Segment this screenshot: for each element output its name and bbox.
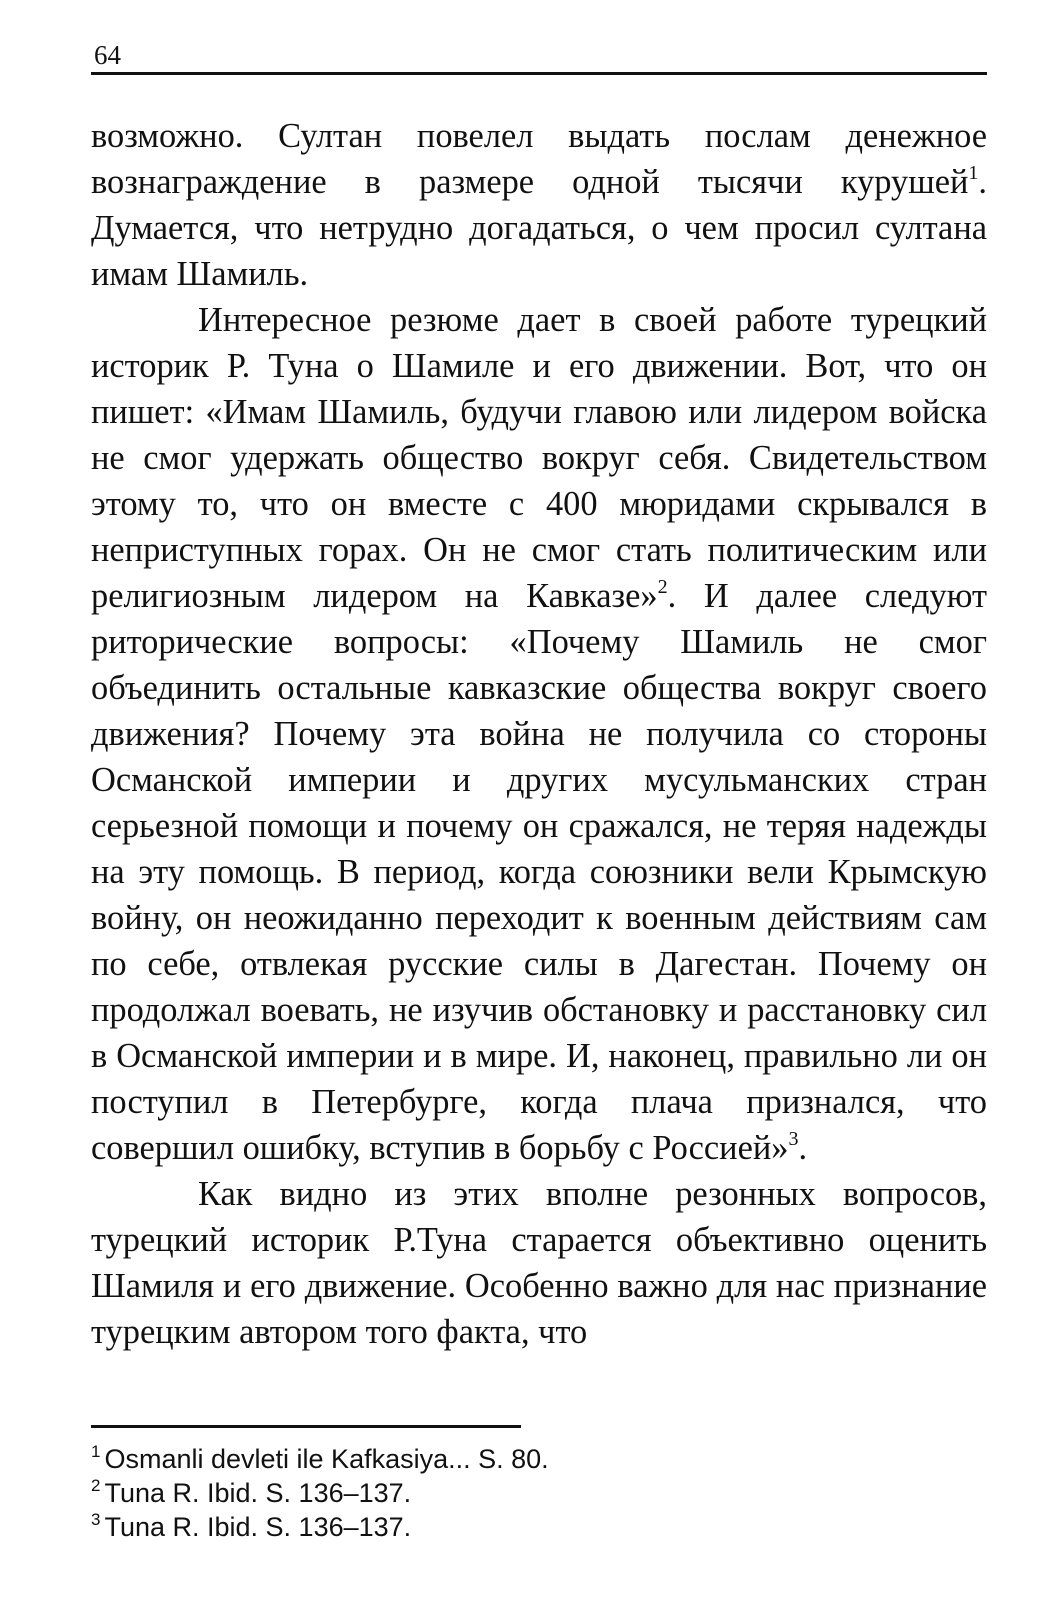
- footnote-3-text: Tuna R. Ibid. S. 136–137.: [104, 1512, 412, 1542]
- header-rule: [91, 72, 987, 75]
- footnote-1-text: Osmanli devleti ile Kafkasiya... S. 80.: [104, 1444, 549, 1474]
- footnote-2: [91, 1476, 987, 1510]
- footnote-ref-3: 3: [788, 1128, 799, 1150]
- footnotes: [91, 1425, 987, 1544]
- page-number: 64: [94, 40, 121, 70]
- paragraph-2-text-c: .: [798, 1129, 808, 1167]
- footnote-2-text: Tuna R. Ibid. S. 136–137.: [104, 1478, 412, 1508]
- page: [91, 40, 987, 1355]
- footnote-1-marker: 1: [91, 1442, 101, 1461]
- footnote-2-marker: 2: [91, 1476, 101, 1495]
- paragraph-2-text-a: Интересное резюме дает в своей работе турецкий историк Р. Туна о Шамиле и его движении. Вот, что он пишет: «Имам Шамиль, будучи главою или лидером войска не смог удержать общество вокруг себя. Свидетельством этому то, что он вместе с 400 мюридами скрывался в неприступных горах. Он не смог стать политическим или религиозным лидером на Кавказе»: [91, 301, 987, 615]
- paragraph-1-text-a: возможно. Султан повелел выдать послам денежное вознаграждение в размере одной тысячи курушей: [91, 117, 987, 201]
- footnote-1: [91, 1442, 987, 1476]
- footnote-3: [91, 1510, 987, 1544]
- footnote-3-marker: 3: [91, 1510, 101, 1529]
- paragraph-2: [91, 297, 987, 1171]
- paragraph-1: [91, 113, 987, 297]
- footnote-ref-2: 2: [657, 576, 668, 598]
- paragraph-2-text-b: . И далее следуют риторические вопросы: «Почему Шамиль не смог объединить остальные кавказские общества вокруг своего движения? Почему эта война не получила со стороны Османской империи и других мусульманских стран серьезной помощи и почему он сражался, не теряя надежды на эту помощь. В период, когда союзники вели Крымскую войну, он неожиданно переходит к военным действиям сам по себе, отвлекая русские силы в Дагестан. Почему он продолжал воевать, не изучив обстановку и расстановку сил в Османской империи и в мире. И, наконец, правильно ли он поступил в Петербурге, когда плача признался, что совершил ошибку, вступив в борьбу с Россией»: [91, 577, 987, 1167]
- footnote-ref-1: 1: [968, 162, 979, 184]
- paragraph-1-text-b: . Думается, что нетрудно догадаться, о чем просил султана имам Шамиль.: [91, 163, 987, 293]
- body-text: [91, 113, 987, 1355]
- paragraph-3: Как видно из этих вполне резонных вопросов, турецкий историк Р.Туна старается объективно оценить Шамиля и его движение. Особенно важно для нас признание турецким автором того факта, что: [91, 1175, 987, 1351]
- footnote-rule: [91, 1425, 521, 1428]
